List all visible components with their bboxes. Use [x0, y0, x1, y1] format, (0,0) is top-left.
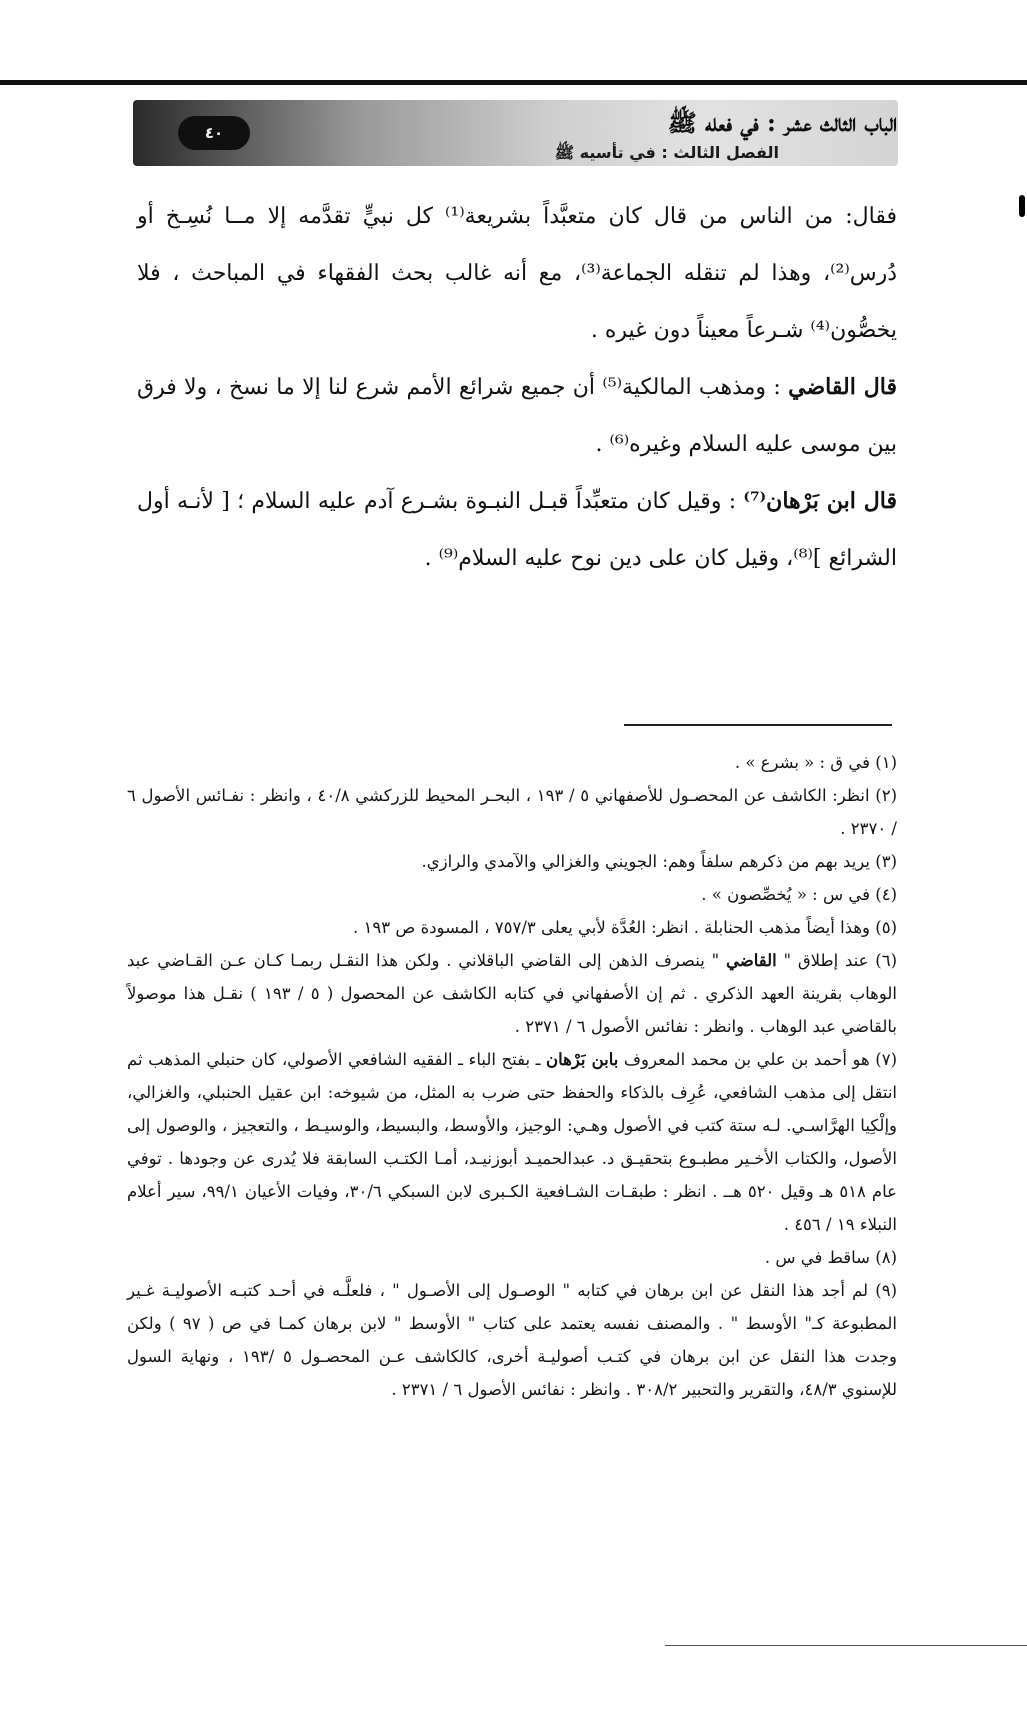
footnote-separator — [624, 724, 892, 726]
footnote-7-bold: بابن بَرْهان — [545, 1050, 619, 1069]
footnotes — [127, 746, 897, 1406]
paragraph-1: فقال: من الناس من قال كان متعبَّداً بشريعة⁽¹⁾ كل نبيٍّ تقدَّمه إلا مــا نُسِـخ أو دُرس⁽²⁾، وهذا لم تنقله الجماعة⁽³⁾، مع أنه غالب بحث الفقهاء في المباحث ، فلا يخصُّون⁽⁴⁾ شـرعاً معيناً دون غيره . — [137, 204, 897, 343]
footnote-3: (٣) يريد بهم من ذكرهم سلفاً وهم: الجويني والغزالي والآمدي والرازي. — [421, 852, 897, 871]
footnote-4: (٤) في س : « يُخصِّصون » . — [701, 885, 897, 904]
paragraph-2 — [137, 359, 897, 473]
paragraph-2-text: : ومذهب المالكية⁽⁵⁾ أن جميع شرائع الأمم شرع لنا إلا ما نسخ ، ولا فرق بين موسى عليه السلام وغيره⁽⁶⁾ . — [137, 375, 897, 457]
speaker-ibn-burhan: قال ابن بَرْهان⁽⁷⁾ — [743, 488, 897, 514]
footnote-7 — [127, 1043, 897, 1241]
paragraph-3-text: : وقيل كان متعبِّداً قبـل النبـوة بشـرع آدم عليه السلام ؛ [ لأنـه أول الشرائع ]⁽⁸⁾، وقيل كان على دين نوح عليه السلام⁽⁹⁾ . — [137, 489, 897, 571]
scan-edge-mark — [1019, 195, 1025, 217]
chapter-title: الباب الثالث عشر : في فعله ﷺ — [667, 108, 897, 137]
footnote-6-bold: القاضي — [725, 951, 777, 970]
footnote-6-text-b: " ينصرف الذهن إلى القاضي الباقلاني . ولكن هذا النقـل ربمـا كـان عـن القـاضي عبد الوهاب بقرينة العهد الذكري . ثم إن الأصفهاني في كتابه الكاشف عن المحصول ( ٥ / ١٩٣ ) نقـل هذا موصولاً بالقاضي عبد الوهاب . وانظر : نفائس الأصول ٦ / ٢٣٧١ . — [127, 951, 897, 1036]
main-text — [137, 188, 897, 587]
footnote-6-text-a: (٦) عند إطلاق " — [776, 951, 898, 970]
bottom-rule — [665, 1645, 1027, 1646]
footnote-2: (٢) انظر: الكاشف عن المحصـول للأصفهاني ٥ / ١٩٣ ، البحـر المحيط للزركشي ٤٠/٨ ، وانظر : نفـائس الأصول ٦ / ٢٣٧٠ . — [127, 786, 897, 838]
top-rule — [0, 80, 1027, 85]
footnote-5: (٥) وهذا أيضاً مذهب الحنابلة . انظر: العُدَّة لأبي يعلى ٧٥٧/٣ ، المسودة ص ١٩٣ . — [353, 918, 897, 937]
footnote-6 — [127, 944, 897, 1043]
footnote-8: (٨) ساقط في س . — [764, 1248, 897, 1267]
section-title: الفصل الثالث : في تأسيه ﷺ — [554, 143, 779, 162]
footnote-7-text-b: ـ بفتح الباء ـ الفقيه الشافعي الأصولي، كان حنبلي المذهب ثم انتقل إلى مذهب الشافعي، عُرِف بالذكاء والحفظ حتى ضرب به المثل، من شيوخه: ابن عقيل الحنبلي، والغزالي، وإلْكِيا الهرَّاسـي. لـه ستة كتب في الأصول وهـي: الوجيز، والأوسط، والبسيط، والوسيـط ، والتعجيز ، والوصول إلى الأصول، والكتاب الأخـير مطبـوع بتحقيـق د. عبدالحميـد أبوزنيـد، أمـا الكتـب السابقة فلا يُدرى عن وجودها . توفي عام ٥١٨ هـ وقيل ٥٢٠ هــ . انظر : طبقـات الشـافعية الكـبرى لابن السبكي ٣٠/٦، وفيات الأعيان ٩٩/١، سير أعلام النبلاء ١٩ / ٤٥٦ . — [127, 1050, 898, 1234]
footnote-1: (١) في ق : « بشرع » . — [734, 753, 897, 772]
footnote-9: (٩) لم أجد هذا النقل عن ابن برهان في كتابه " الوصـول إلى الأصـول " ، فلعلَّـه في أحـد كتبـه الأصوليـة غـير المطبوعة كـ" الأوسط " . والمصنف نفسه يعتمد على كتاب " الأوسط " لابن برهان كمـا في ص ( ٩٧ ) ولكن وجدت هذا النقل عن ابن برهان في كتـب أصوليـة أخرى، كالكاشف عـن المحصـول ٥ /١٩٣ ، ونهاية السول للإسنوي ٤٨/٣، والتقرير والتحبير ٣٠٨/٢ . وانظر : نفائس الأصول ٦ / ٢٣٧١ . — [127, 1281, 897, 1399]
paragraph-3 — [137, 473, 897, 587]
page-number: ٤٠ — [178, 116, 250, 150]
speaker-qadi: قال القاضي — [788, 374, 898, 400]
footnote-7-text-a: (٧) هو أحمد بن علي بن محمد المعروف — [618, 1050, 897, 1069]
